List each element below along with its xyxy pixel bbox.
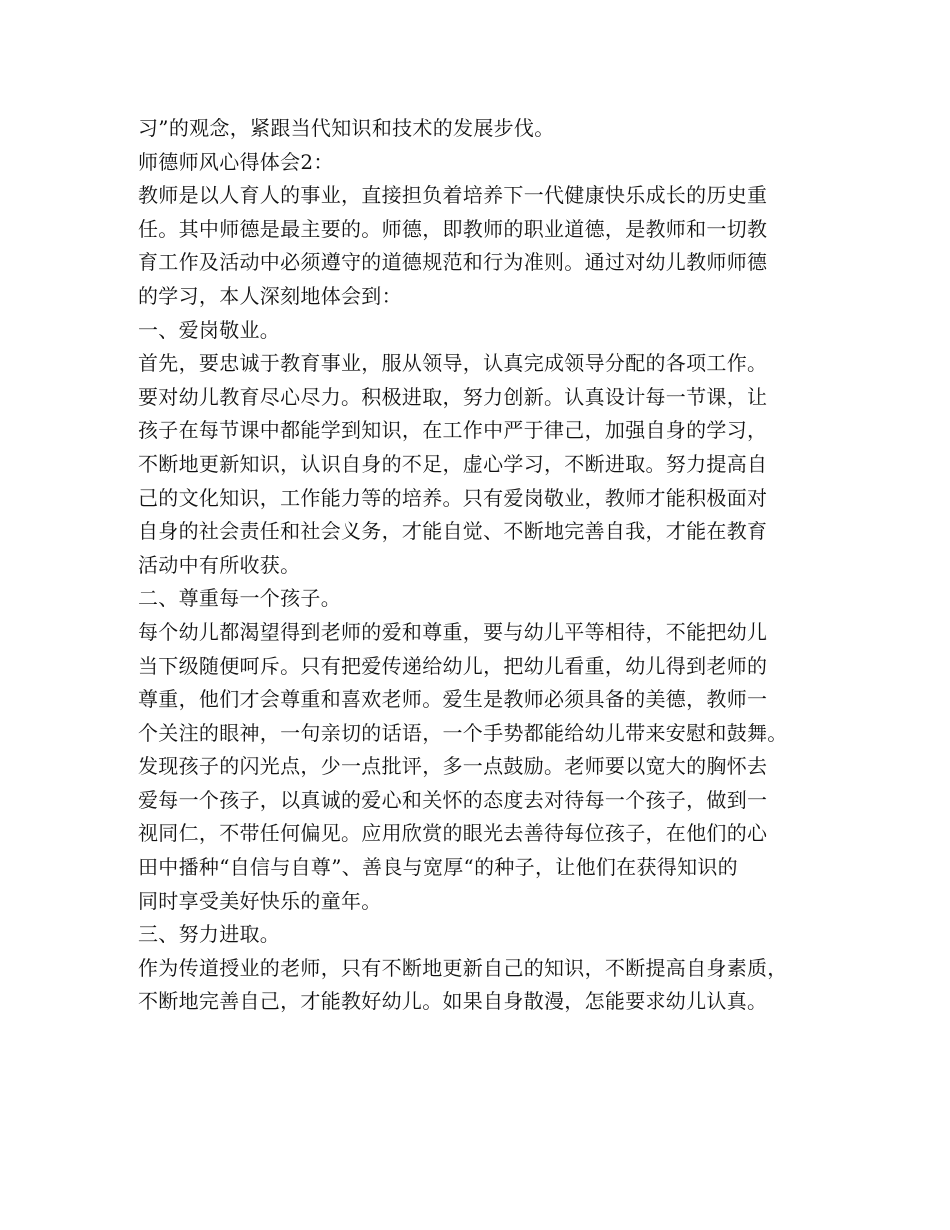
- text-line: 发现孩子的闪光点，少一点批评，多一点鼓励。老师要以宽大的胸怀去: [138, 754, 768, 779]
- text-line: 己的文化知识，工作能力等的培养。只有爱岗敬业，教师才能积极面对: [138, 485, 768, 510]
- text-line: 要对幼儿教育尽心尽力。积极进取，努力创新。认真设计每一节课，让: [138, 384, 768, 409]
- text-line: 孩子在每节课中都能学到知识，在工作中严于律己，加强自身的学习，: [138, 418, 768, 443]
- text-line: 尊重，他们才会尊重和喜欢老师。爱生是教师必须具备的美德，教师一: [138, 687, 768, 712]
- text-line: 视同仁，不带任何偏见。应用欣赏的眼光去善待每位孩子，在他们的心: [138, 821, 768, 846]
- text-line: 不断地更新知识，认识自身的不足，虚心学习，不断进取。努力提高自: [138, 451, 768, 476]
- text-line: 习”的观念，紧跟当代知识和技术的发展步伐。: [138, 116, 555, 140]
- text-line: 每个幼儿都渴望得到老师的爱和尊重，要与幼儿平等相待，不能把幼儿: [138, 619, 768, 644]
- text-line: 首先，要忠诚于教育事业，服从领导，认真完成领导分配的各项工作。: [138, 351, 768, 376]
- text-line: 任。其中师德是最主要的。师德，即教师的职业道德，是教师和一切教: [138, 216, 768, 241]
- text-line: 育工作及活动中必须遵守的道德规范和行为准则。通过对幼儿教师师德: [138, 250, 768, 275]
- heading-love-job: 一、爱岗敬业。: [138, 317, 281, 342]
- document-body: [138, 112, 828, 1019]
- text-line: 个关注的眼神，一句亲切的话语，一个手势都能给幼儿带来安慰和鼓舞。: [138, 720, 788, 745]
- text-line: 教师是以人育人的事业，直接担负着培养下一代健康快乐成长的历史重: [138, 183, 768, 208]
- text-line: 自身的社会责任和社会义务，才能自觉、不断地完善自我，才能在教育: [138, 519, 768, 544]
- text-line: 作为传道授业的老师，只有不断地更新自己的知识，不断提高自身素质，: [138, 955, 788, 980]
- heading-respect-children: 二、尊重每一个孩子。: [138, 586, 341, 611]
- text-line: 活动中有所收获。: [138, 552, 301, 577]
- text-line: 不断地完善自己，才能教好幼儿。如果自身散漫，怎能要求幼儿认真。: [138, 989, 768, 1014]
- text-line: 同时享受美好快乐的童年。: [138, 888, 382, 913]
- text-line: 当下级随便呵斥。只有把爱传递给幼儿，把幼儿看重，幼儿得到老师的: [138, 653, 768, 678]
- section-title-2: 师德师风心得体会2：: [138, 149, 334, 174]
- text-line: 爱每一个孩子，以真诚的爱心和关怀的态度去对待每一个孩子，做到一: [138, 787, 768, 812]
- heading-strive: 三、努力进取。: [138, 922, 281, 947]
- text-line: 田中播种“自信与自尊”、善良与宽厚“的种子，让他们在获得知识的: [138, 855, 738, 880]
- text-line: 的学习，本人深刻地体会到：: [138, 283, 402, 308]
